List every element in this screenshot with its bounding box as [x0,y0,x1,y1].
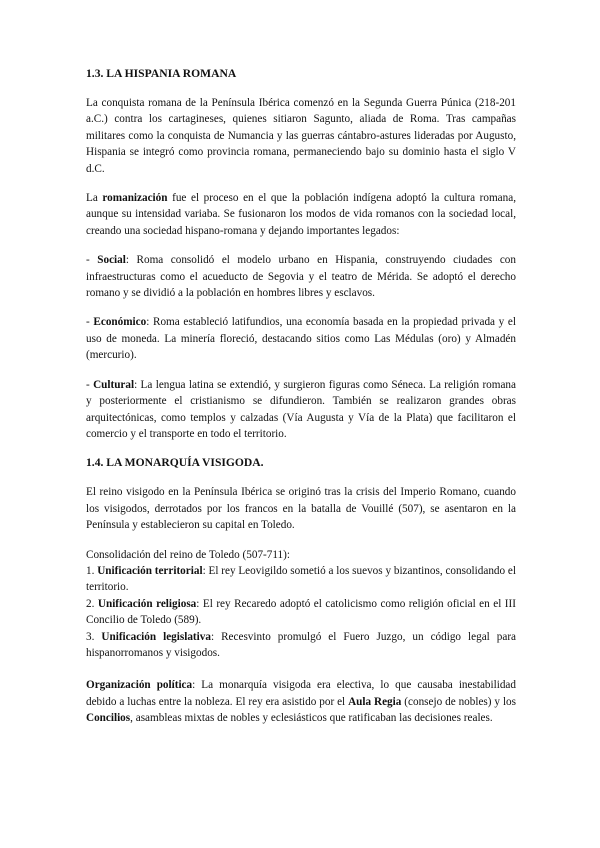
consolidation-item-religiosa [86,596,516,629]
item-text: : Roma estableció latifundios, una economía basada en la propiedad privada y el uso de moneda. La minería floreció, destacando sitios como Las Médulas (oro) y Almadén (mercurio). [86,316,516,362]
document-body [86,66,516,740]
text-fragment: (consejo de nobles) y los [401,695,516,708]
item-text: : La lengua latina se extendió, y surgieron figuras como Séneca. La religión romana y posteriormente el cristianismo se difundieron. También se realizaron grandes obras arquitectónicas, como templos y calzadas (Vía Augusta y Vía de la Plata) que facilitaron el comercio y el transporte en todo el territorio. [86,378,516,440]
consolidation-list [86,547,516,662]
paragraph-romanizacion [86,190,516,239]
item-label: Económico [93,316,147,329]
item-number: 2. [86,597,98,610]
item-text: : El rey Leovigildo sometió a los suevos y bizantinos, consolidando el territorio. [86,564,517,594]
text-fragment: La [86,192,103,205]
consolidation-heading: Consolidación del reino de Toledo (507-711): [86,548,290,561]
text-fragment: : La monarquía visigoda era electiva, lo que causaba inestabilidad debido a luchas entre la nobleza. El rey era asistido por el [86,679,516,708]
item-text: : Recesvinto promulgó el Fuero Juzgo, un código legal para hispanorromanos y visigodos. [86,630,517,659]
legacy-item-cultural [86,377,516,443]
term-concilios: Concilios [86,712,131,725]
text-fragment: fue el proceso en el que la población indígena adoptó la cultura romana, aunque su intensidad variaba. Se fusionaron los modos de vida romanos con la sociedad local, creando una sociedad hispano-romana y dejando importantes legados: [86,192,516,237]
item-prefix: - [86,316,94,329]
item-label: Social [97,254,126,267]
item-text: : Roma consolidó el modelo urbano en Hispania, construyendo ciudades con infraestructuras como el acueducto de Segovia y el teatro de Mérida. Se adoptó el derecho romano y se dividió a la población en hombres libres y esclavos. [86,254,516,300]
section-title-hispania-romana: 1.3. LA HISPANIA ROMANA [86,67,237,80]
item-label: Unificación territorial [97,564,203,577]
paragraph-conquista: La conquista romana de la Península Ibérica comenzó en la Segunda Guerra Púnica (218-201 a.C.) contra los cartagineses, quienes sitiaron Sagunto, aliada de Roma. Tras campañas militares como la conquista de Numancia y las guerras cántabro-astures lideradas por Augusto, Hispania se integró como provincia romana, permaneciendo bajo su dominio hasta el siglo V d.C. [86,97,516,175]
term-romanizacion: romanización [102,192,168,205]
text-fragment: , asambleas mixtas de nobles y eclesiásticos que ratificaban las decisiones reales. [130,712,493,725]
legacy-item-social [86,252,516,301]
section-title-monarquia-visigoda: 1.4. LA MONARQUÍA VISIGODA. [86,456,264,470]
consolidation-item-legislativa [86,629,516,662]
item-prefix: - [86,254,98,267]
item-label: Unificación legislativa [101,630,211,643]
item-number: 3. [86,630,102,643]
item-number: 1. [86,564,98,577]
item-prefix: - [86,378,94,391]
paragraph-reino-visigodo: El reino visigodo en la Península Ibérica se originó tras la crisis del Imperio Romano, cuando los visigodos, derrotados por los francos en la batalla de Vouillé (507), se asentaron en la Península y establecieron su capital en Toledo. [86,486,516,532]
term-organizacion-politica: Organización política [86,679,193,692]
item-label: Cultural [93,378,135,391]
consolidation-item-territorial [86,563,516,596]
item-label: Unificación religiosa [97,597,197,610]
item-text: : El rey Recaredo adoptó el catolicismo como religión oficial en el III Concilio de Toledo (589). [86,597,516,627]
legacy-item-economico [86,314,516,363]
term-aula-regia: Aula Regia [348,695,402,708]
paragraph-organizacion-politica [86,677,516,726]
